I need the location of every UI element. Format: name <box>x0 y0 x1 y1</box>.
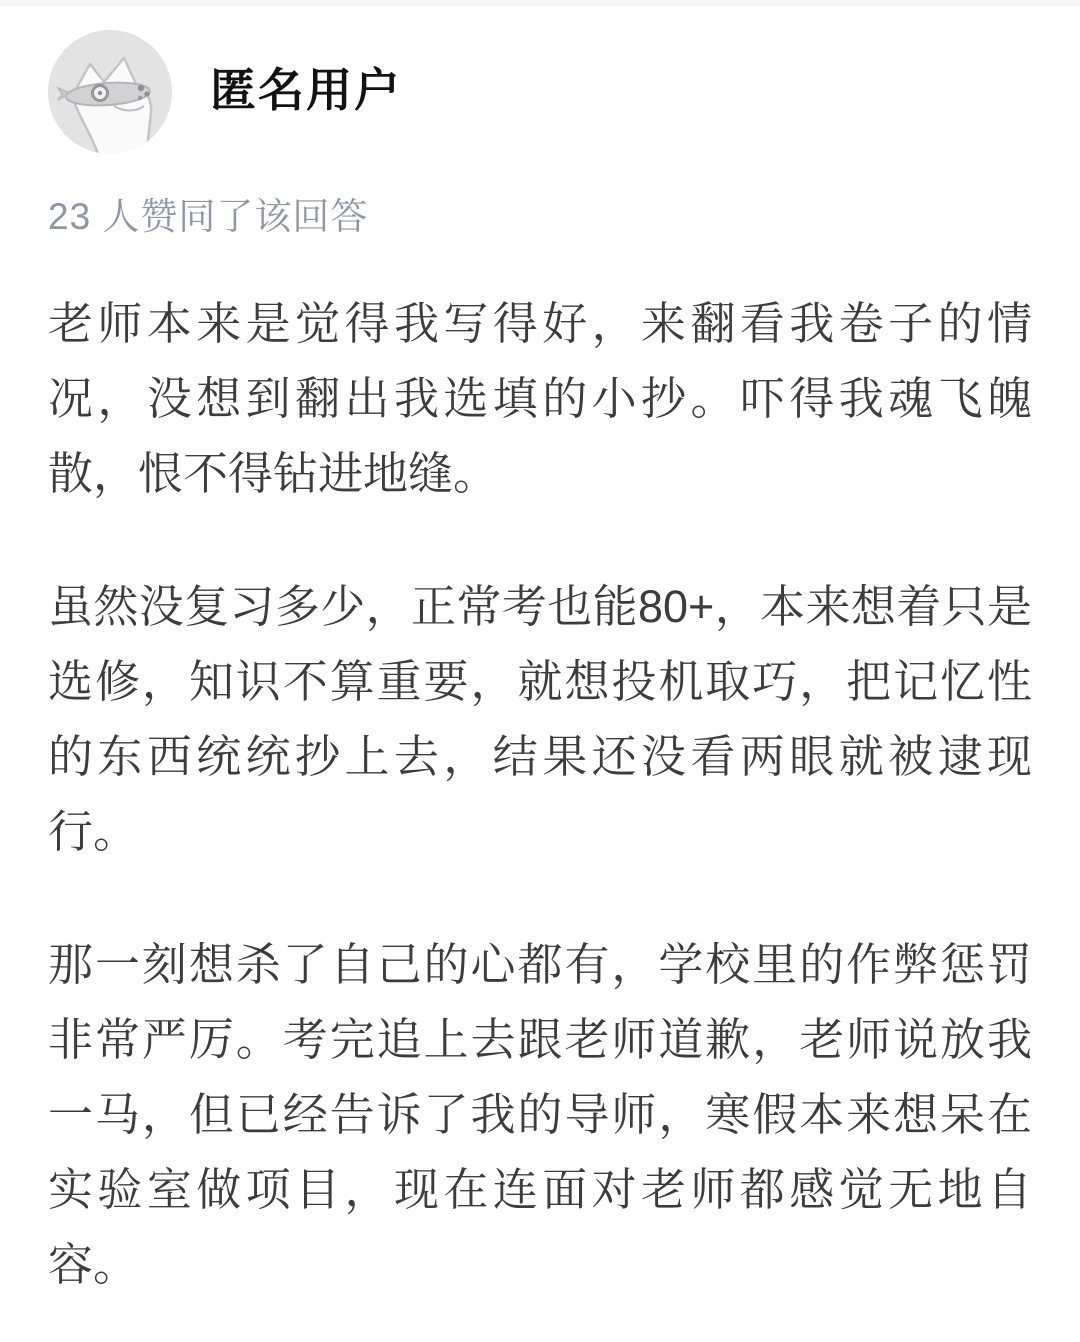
answer-body <box>48 286 1032 1302</box>
top-edge-divider <box>0 0 1080 6</box>
author-header <box>48 30 1032 154</box>
username[interactable]: 匿名用户 <box>210 64 402 116</box>
upvote-count-text: 23 人赞同了该回答 <box>48 196 369 237</box>
anonymous-mascot-icon <box>48 30 172 154</box>
answer-paragraph: 那一刻想杀了自己的心都有，学校里的作弊惩罚非常严厉。考完追上去跟老师道歉，老师说放我一马，但已经告诉了我的导师，寒假本来想呆在实验室做项目，现在连面对老师都感觉无地自容。 <box>48 939 1032 1290</box>
avatar[interactable] <box>48 30 172 154</box>
answer-paragraph: 老师本来是觉得我写得好，来翻看我卷子的情况，没想到翻出我选填的小抄。吓得我魂飞魄散，恨不得钻进地缝。 <box>48 298 1032 499</box>
answer-paragraph: 虽然没复习多少，正常考也能80+，本来想着只是选修，知识不算重要，就想投机取巧，把记忆性的东西统统抄上去，结果还没看两眼就被逮现行。 <box>48 581 1032 857</box>
